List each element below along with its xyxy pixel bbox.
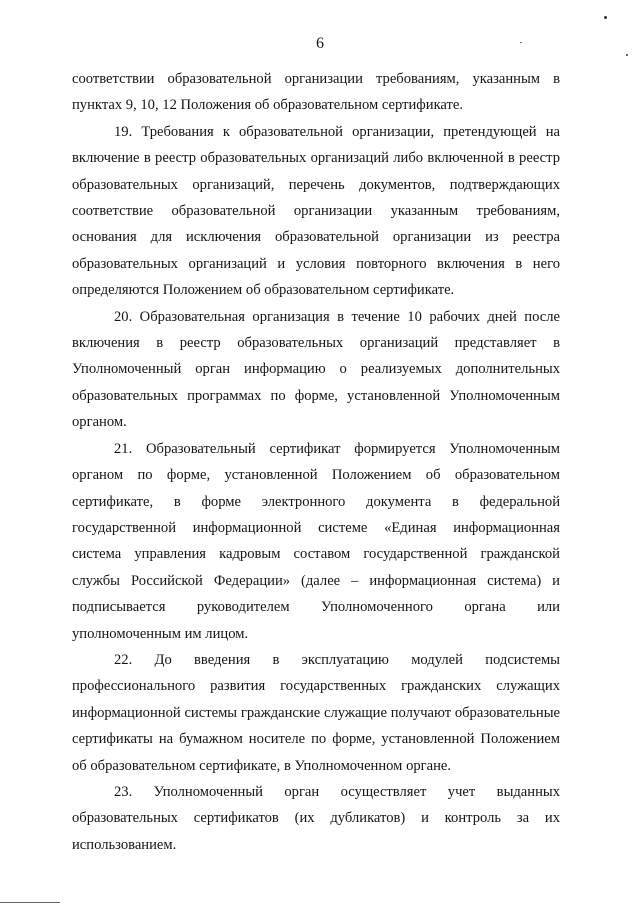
text-line: соответствие образовательной организации указанным требованиям, (72, 203, 560, 220)
paragraph-19 (72, 119, 560, 304)
text-line: система управления кадровым составом государственной гражданской (72, 546, 560, 563)
text-line: 23. Уполномоченный орган осуществляет учет выданных (114, 783, 560, 800)
paragraph-20 (72, 304, 560, 436)
text-line: сертификаты на бумажном носителе по форме, установленной Положением (72, 731, 560, 748)
text-line: государственной информационной системе «Единая информационная (72, 519, 560, 536)
text-line: основания для исключения образовательной организации из реестра (72, 229, 560, 246)
text-line: 21. Образовательный сертификат формируется Уполномоченным (114, 440, 560, 457)
text-line: подписывается руководителем Уполномоченного органа или (72, 599, 560, 616)
scan-speck (604, 16, 607, 19)
text-line: включение в реестр образовательных организаций либо включенной в реестр (72, 150, 560, 167)
text-line: об образовательном сертификате, в Уполномоченном органе. (72, 757, 452, 774)
paragraph-22 (72, 647, 560, 779)
text-line: соответствии образовательной организации требованиям, указанным в (72, 71, 560, 87)
text-line: информационной системы гражданские служащие получают образовательные (72, 704, 560, 721)
text-line: пунктах 9, 10, 12 Положения об образовательном сертификате. (72, 97, 464, 114)
text-line: включения в реестр образовательных организаций представляет в (72, 335, 560, 352)
text-line: Уполномоченный орган информацию о реализуемых дополнительных (72, 361, 560, 378)
text-line: образовательных сертификатов (их дубликатов) и контроль за их (72, 810, 560, 827)
document-body (72, 66, 560, 858)
scan-speck (626, 54, 628, 56)
text-line: определяются Положением об образовательном сертификате. (72, 282, 455, 299)
text-line: 20. Образовательная организация в течение 10 рабочих дней после (114, 308, 560, 325)
paragraph-21 (72, 436, 560, 647)
page-number: 6 (316, 35, 324, 52)
text-line: службы Российской Федерации» (далее – информационная система) и (72, 572, 560, 589)
text-line: образовательных организаций, перечень документов, подтверждающих (72, 176, 560, 193)
text-line: органом по форме, установленной Положением об образовательном (72, 467, 560, 484)
text-line: сертификате, в форме электронного документа в федеральной (72, 493, 560, 510)
text-line: органом. (72, 414, 127, 431)
text-line: профессионального развития государственных гражданских служащих (72, 678, 560, 695)
paragraph-23 (72, 779, 560, 858)
text-line: образовательных программах по форме, установленной Уполномоченным (72, 387, 560, 404)
page-edge-line (0, 902, 60, 903)
text-line: 19. Требования к образовательной организации, претендующей на (114, 123, 560, 140)
scan-speck (520, 42, 522, 43)
text-line: 22. До введения в эксплуатацию модулей подсистемы (114, 651, 560, 668)
text-line: использованием. (72, 836, 177, 853)
text-line: уполномоченным им лицом. (72, 625, 249, 642)
paragraph-continuation (72, 66, 560, 119)
text-line: образовательных организаций и условия повторного включения в него (72, 255, 560, 272)
